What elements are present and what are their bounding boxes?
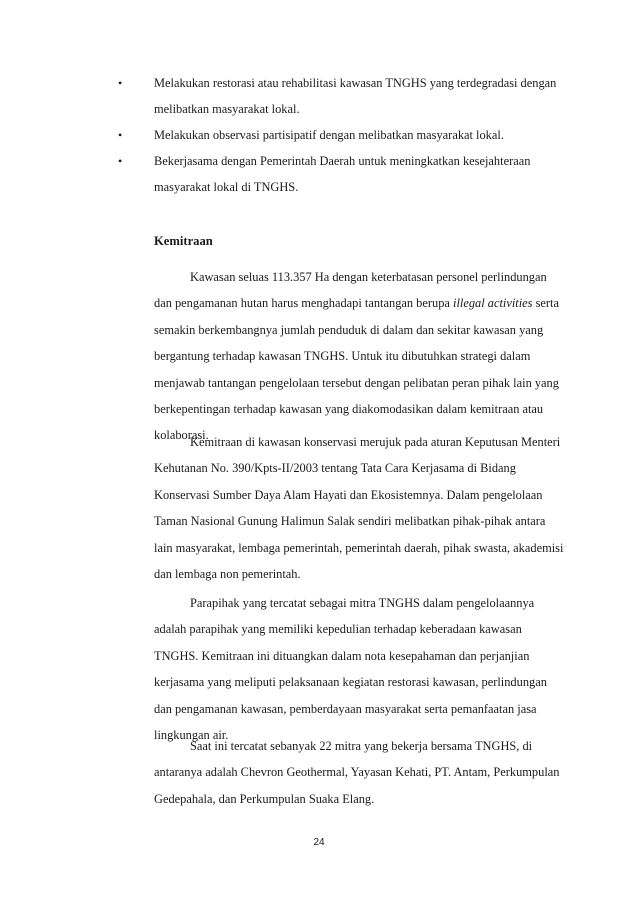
section-heading: Kemitraan	[154, 234, 213, 248]
bullet-list	[118, 70, 558, 200]
bullet-item-2	[118, 122, 558, 148]
bullet-item-1	[118, 70, 558, 122]
paragraph-1-start: Kawasan seluas 113.357 Ha dengan keterbatasan personel perlindungan dan pengamanan hutan harus menghadapi tantangan berupa	[154, 270, 547, 311]
paragraph-4: Saat ini tercatat sebanyak 22 mitra yang bekerja bersama TNGHS, di antaranya adalah Chevron Geothermal, Yayasan Kehati, PT. Antam, Perkumpulan Gedepahala, dan Perkumpulan Suaka Elang.	[154, 739, 560, 806]
bullet-dot-icon: •	[118, 76, 123, 90]
paragraph-3: Parapihak yang tercatat sebagai mitra TNGHS dalam pengelolaannya adalah parapihak yang memiliki kepedulian terhadap keberadaan kawasan TNGHS. Kemitraan ini dituangkan dalam nota kesepahaman dan perjanjian kerjasama yang meliputi pelaksanaan kegiatan restorasi kawasan, perlindungan dan pengamanan kawasan, pemberdayaan masyarakat serta pemanfaatan jasa lingkungan air.	[154, 596, 547, 743]
paragraph-1-end: serta semakin berkembangnya jumlah penduduk di dalam dan sekitar kawasan yang bergantung terhadap kawasan TNGHS. Untuk itu dibutuhkan strategi dalam menjawab tantangan pengelolaan tersebut dengan pelibatan peran pihak lain yang berkepentingan terhadap kawasan yang diakomodasikan dalam kemitraan atau kolaborasi.	[154, 296, 559, 443]
bullet-text-1: Melakukan restorasi atau rehabilitasi kawasan TNGHS yang terdegradasi dengan melibatkan masyarakat lokal.	[154, 76, 557, 116]
bullet-text-3: Bekerjasama dengan Pemerintah Daerah untuk meningkatkan kesejahteraan masyarakat lokal di TNGHS.	[154, 154, 531, 194]
bullet-text-2: Melakukan observasi partisipatif dengan melibatkan masyarakat lokal.	[154, 128, 504, 142]
paragraph-2: Kemitraan di kawasan konservasi merujuk pada aturan Keputusan Menteri Kehutanan No. 390/Kpts-II/2003 tentang Tata Cara Kerjasama di Bidang Konservasi Sumber Daya Alam Hayati dan Ekosistemnya. Dalam pengelolaan Taman Nasional Gunung Halimun Salak sendiri melibatkan pihak-pihak antara lain masyarakat, lembaga pemerintah, pemerintah daerah, pihak swasta, akademisi dan lembaga non pemerintah.	[154, 435, 564, 582]
page-number: 24	[313, 837, 325, 848]
paragraph-1	[154, 264, 564, 449]
bullet-item-3	[118, 148, 558, 200]
bullet-dot-icon: •	[118, 154, 123, 168]
paragraph-1-italic: illegal activities	[453, 296, 533, 311]
bullet-dot-icon: •	[118, 128, 123, 142]
